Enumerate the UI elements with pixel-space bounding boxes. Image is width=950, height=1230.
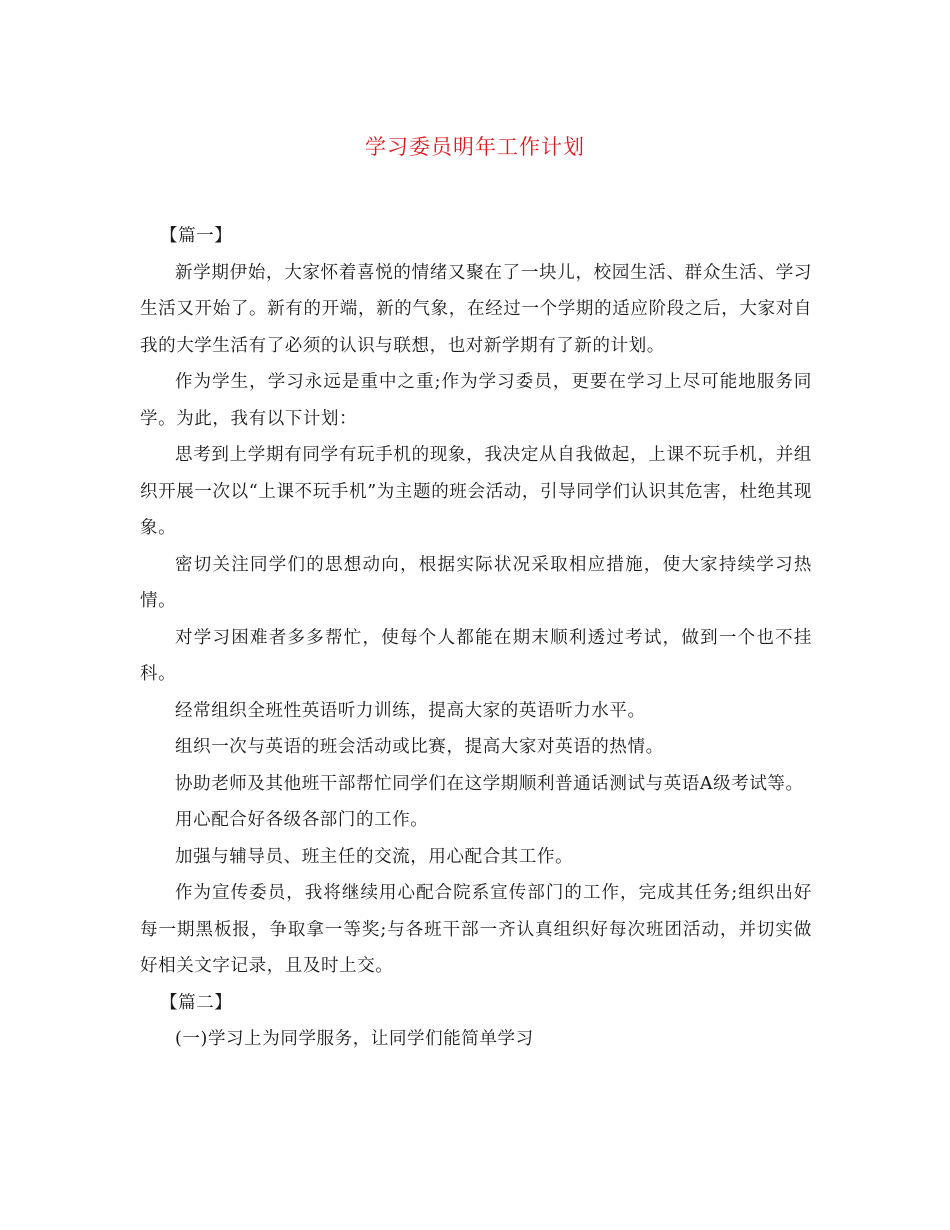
section-heading: 【篇二】	[160, 992, 233, 1013]
paragraph: 作为学生，学习永远是重中之重;作为学习委员，更要在学习上尽可能地服务同学。为此，我有以下计划：	[140, 372, 812, 429]
paragraph: 加强与辅导员、班主任的交流，用心配合其工作。	[175, 846, 574, 867]
paragraph: 用心配合好各级各部门的工作。	[175, 810, 429, 830]
paragraph: 对学习困难者多多帮忙，使每个人都能在期末顺利透过考试，做到一个也不挂科。	[140, 627, 812, 684]
section-heading: 【篇一】	[160, 226, 233, 246]
paragraph: 协助老师及其他班干部帮忙同学们在这学期顺利普通话测试与英语A级考试等。	[175, 773, 804, 794]
paragraph: 新学期伊始，大家怀着喜悦的情绪又聚在了一块儿，校园生活、群众生活、学习生活又开始了。新有的开端，新的气象，在经过一个学期的适应阶段之后，大家对自我的大学生活有了必须的认识与联想，也对新学期有了新的计划。	[140, 262, 812, 356]
document-title: 学习委员明年工作计划	[365, 135, 585, 159]
paragraph: 思考到上学期有同学有玩手机的现象，我决定从自我做起，上课不玩手机，并组织开展一次以“上课不玩手机”为主题的班会活动，引导同学们认识其危害，杜绝其现象。	[140, 445, 812, 538]
paragraph: 经常组织全班性英语听力训练，提高大家的英语听力水平。	[175, 700, 646, 721]
paragraph: 密切关注同学们的思想动向，根据实际状况采取相应措施，使大家持续学习热情。	[140, 554, 812, 611]
paragraph: 组织一次与英语的班会活动或比赛，提高大家对英语的热情。	[175, 737, 664, 757]
paragraph: 作为宣传委员，我将继续用心配合院系宣传部门的工作，完成其任务;组织出好每一期黑板报，争取拿一等奖;与各班干部一齐认真组织好每次班团活动，并切实做好相关文字记录，且及时上交。	[140, 883, 812, 976]
paragraph: (一)学习上为同学服务，让同学们能简单学习	[175, 1029, 534, 1049]
document-body	[140, 218, 812, 1058]
